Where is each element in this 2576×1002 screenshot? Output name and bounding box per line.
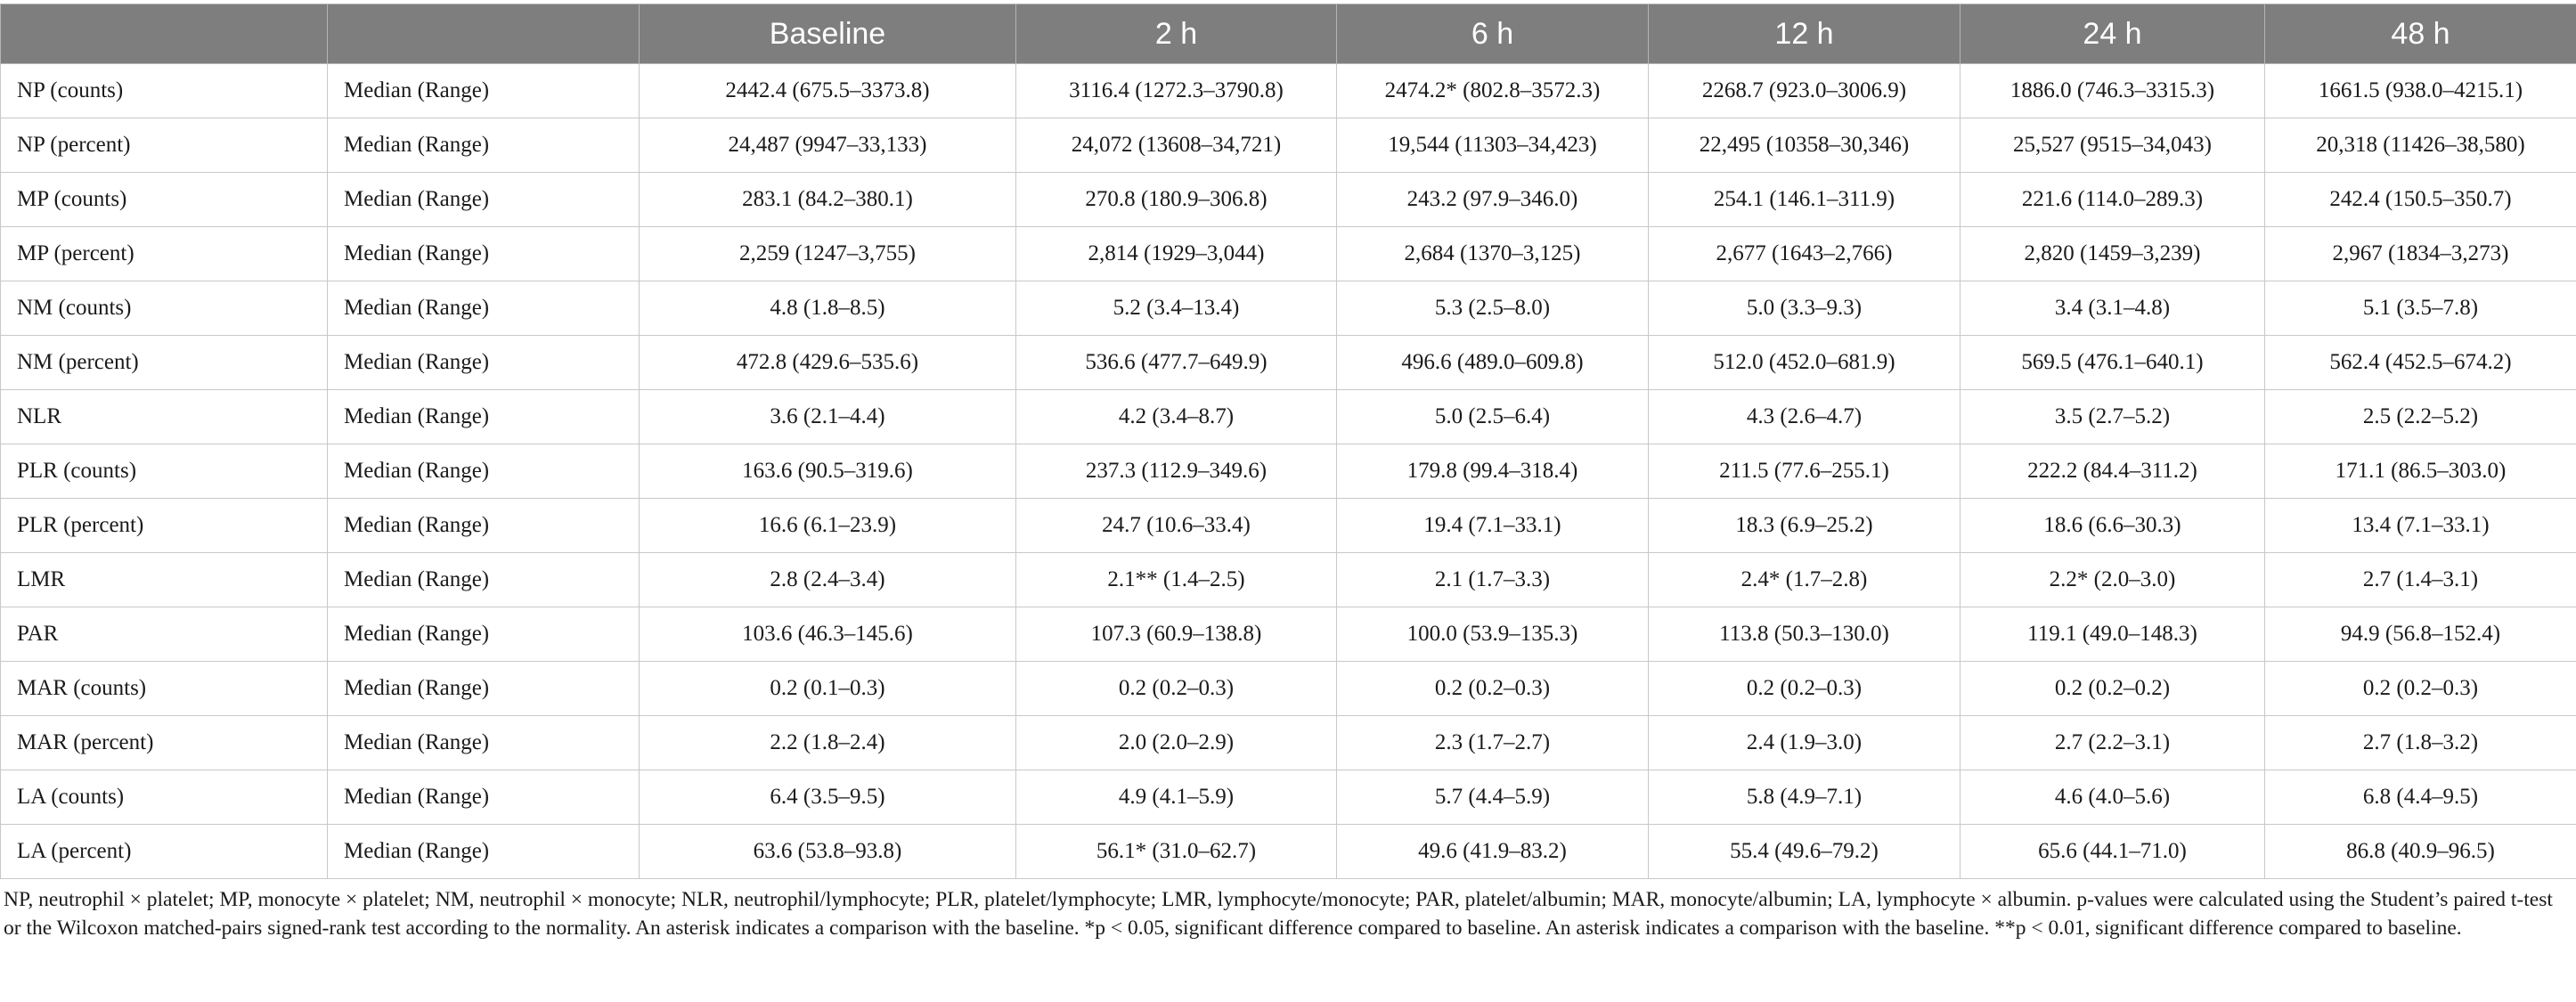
row-value-cell: 254.1 (146.1–311.9) xyxy=(1649,173,1961,227)
table-footnote: NP, neutrophil × platelet; MP, monocyte × platelet; NM, neutrophil × monocyte; NLR, neutrophil/lymphocyte; PLR, platelet/lymphocyte; LMR, lymphocyte/monocyte; PAR, platelet/albumin; MAR, monocyte/albumin; LA, lymphocyte × albumin. p-values were calculated using the Student’s paired t-test or the Wilcoxon matched-pairs signed-rank test according to the normality. An asterisk indicates a comparison with the baseline. *p < 0.05, significant difference compared to baseline. An asterisk indicates a comparison with the baseline. **p < 0.01, significant difference compared to baseline. xyxy=(4,888,2553,940)
row-value-cell: 55.4 (49.6–79.2) xyxy=(1649,825,1961,879)
row-value-cell: 16.6 (6.1–23.9) xyxy=(640,499,1016,553)
row-value-cell: 5.0 (3.3–9.3) xyxy=(1649,281,1961,336)
row-value-cell: 2268.7 (923.0–3006.9) xyxy=(1649,64,1961,118)
row-value-cell: 24.7 (10.6–33.4) xyxy=(1016,499,1337,553)
row-value-cell: 4.8 (1.8–8.5) xyxy=(640,281,1016,336)
table-row xyxy=(1,390,2576,444)
row-measure-cell: NP (percent) xyxy=(1,118,328,173)
row-value-cell: 2.0 (2.0–2.9) xyxy=(1016,716,1337,770)
row-value-cell: 63.6 (53.8–93.8) xyxy=(640,825,1016,879)
row-value-cell: 65.6 (44.1–71.0) xyxy=(1961,825,2265,879)
row-value-cell: 19.4 (7.1–33.1) xyxy=(1337,499,1649,553)
row-value-cell: 2,259 (1247–3,755) xyxy=(640,227,1016,281)
row-measure-cell: PLR (percent) xyxy=(1,499,328,553)
row-value-cell: 242.4 (150.5–350.7) xyxy=(2265,173,2576,227)
row-value-cell: 24,487 (9947–33,133) xyxy=(640,118,1016,173)
row-value-cell: 2.7 (1.4–3.1) xyxy=(2265,553,2576,607)
table-row xyxy=(1,553,2576,607)
row-value-cell: 22,495 (10358–30,346) xyxy=(1649,118,1961,173)
row-value-cell: 222.2 (84.4–311.2) xyxy=(1961,444,2265,499)
row-value-cell: 113.8 (50.3–130.0) xyxy=(1649,607,1961,662)
row-value-cell: 107.3 (60.9–138.8) xyxy=(1016,607,1337,662)
row-value-cell: 86.8 (40.9–96.5) xyxy=(2265,825,2576,879)
table-row xyxy=(1,499,2576,553)
row-value-cell: 0.2 (0.2–0.3) xyxy=(1016,662,1337,716)
row-statistic-cell: Median (Range) xyxy=(328,662,640,716)
row-value-cell: 0.2 (0.2–0.3) xyxy=(1337,662,1649,716)
row-value-cell: 3116.4 (1272.3–3790.8) xyxy=(1016,64,1337,118)
row-value-cell: 2,677 (1643–2,766) xyxy=(1649,227,1961,281)
row-value-cell: 536.6 (477.7–649.9) xyxy=(1016,336,1337,390)
header-cell-12h: 12 h xyxy=(1649,4,1961,64)
table-body xyxy=(1,64,2576,879)
row-value-cell: 18.6 (6.6–30.3) xyxy=(1961,499,2265,553)
row-statistic-cell: Median (Range) xyxy=(328,227,640,281)
row-value-cell: 119.1 (49.0–148.3) xyxy=(1961,607,2265,662)
row-value-cell: 283.1 (84.2–380.1) xyxy=(640,173,1016,227)
row-value-cell: 5.2 (3.4–13.4) xyxy=(1016,281,1337,336)
row-measure-cell: LA (percent) xyxy=(1,825,328,879)
row-value-cell: 2.7 (2.2–3.1) xyxy=(1961,716,2265,770)
row-value-cell: 103.6 (46.3–145.6) xyxy=(640,607,1016,662)
row-measure-cell: NP (counts) xyxy=(1,64,328,118)
row-value-cell: 4.6 (4.0–5.6) xyxy=(1961,770,2265,825)
table-row xyxy=(1,227,2576,281)
row-measure-cell: NM (percent) xyxy=(1,336,328,390)
row-value-cell: 5.1 (3.5–7.8) xyxy=(2265,281,2576,336)
row-value-cell: 2.7 (1.8–3.2) xyxy=(2265,716,2576,770)
row-statistic-cell: Median (Range) xyxy=(328,173,640,227)
row-value-cell: 3.6 (2.1–4.4) xyxy=(640,390,1016,444)
row-value-cell: 100.0 (53.9–135.3) xyxy=(1337,607,1649,662)
row-statistic-cell: Median (Range) xyxy=(328,825,640,879)
row-value-cell: 2,684 (1370–3,125) xyxy=(1337,227,1649,281)
row-measure-cell: NM (counts) xyxy=(1,281,328,336)
header-cell-24h: 24 h xyxy=(1961,4,2265,64)
header-row xyxy=(1,4,2576,64)
row-value-cell: 221.6 (114.0–289.3) xyxy=(1961,173,2265,227)
row-value-cell: 6.8 (4.4–9.5) xyxy=(2265,770,2576,825)
row-value-cell: 4.9 (4.1–5.9) xyxy=(1016,770,1337,825)
row-value-cell: 0.2 (0.1–0.3) xyxy=(640,662,1016,716)
row-value-cell: 0.2 (0.2–0.3) xyxy=(1649,662,1961,716)
row-value-cell: 270.8 (180.9–306.8) xyxy=(1016,173,1337,227)
row-value-cell: 163.6 (90.5–319.6) xyxy=(640,444,1016,499)
row-value-cell: 2.4* (1.7–2.8) xyxy=(1649,553,1961,607)
row-value-cell: 496.6 (489.0–609.8) xyxy=(1337,336,1649,390)
header-cell-baseline: Baseline xyxy=(640,4,1016,64)
results-table xyxy=(0,4,2576,879)
row-statistic-cell: Median (Range) xyxy=(328,444,640,499)
row-value-cell: 0.2 (0.2–0.2) xyxy=(1961,662,2265,716)
table-row xyxy=(1,770,2576,825)
row-value-cell: 2,820 (1459–3,239) xyxy=(1961,227,2265,281)
row-value-cell: 512.0 (452.0–681.9) xyxy=(1649,336,1961,390)
row-value-cell: 3.5 (2.7–5.2) xyxy=(1961,390,2265,444)
row-value-cell: 5.8 (4.9–7.1) xyxy=(1649,770,1961,825)
table-row xyxy=(1,118,2576,173)
row-measure-cell: LMR xyxy=(1,553,328,607)
row-value-cell: 2.5 (2.2–5.2) xyxy=(2265,390,2576,444)
row-value-cell: 2.2 (1.8–2.4) xyxy=(640,716,1016,770)
row-measure-cell: MAR (counts) xyxy=(1,662,328,716)
row-value-cell: 6.4 (3.5–9.5) xyxy=(640,770,1016,825)
row-value-cell: 56.1* (31.0–62.7) xyxy=(1016,825,1337,879)
row-value-cell: 569.5 (476.1–640.1) xyxy=(1961,336,2265,390)
row-value-cell: 2.8 (2.4–3.4) xyxy=(640,553,1016,607)
row-statistic-cell: Median (Range) xyxy=(328,607,640,662)
row-value-cell: 0.2 (0.2–0.3) xyxy=(2265,662,2576,716)
row-value-cell: 211.5 (77.6–255.1) xyxy=(1649,444,1961,499)
row-statistic-cell: Median (Range) xyxy=(328,336,640,390)
table-row xyxy=(1,607,2576,662)
row-statistic-cell: Median (Range) xyxy=(328,553,640,607)
row-measure-cell: MP (percent) xyxy=(1,227,328,281)
row-measure-cell: PAR xyxy=(1,607,328,662)
row-value-cell: 243.2 (97.9–346.0) xyxy=(1337,173,1649,227)
row-value-cell: 2.4 (1.9–3.0) xyxy=(1649,716,1961,770)
row-statistic-cell: Median (Range) xyxy=(328,499,640,553)
header-cell-statistic xyxy=(328,4,640,64)
table-row xyxy=(1,662,2576,716)
row-value-cell: 1886.0 (746.3–3315.3) xyxy=(1961,64,2265,118)
row-value-cell: 2442.4 (675.5–3373.8) xyxy=(640,64,1016,118)
table-row xyxy=(1,64,2576,118)
row-value-cell: 49.6 (41.9–83.2) xyxy=(1337,825,1649,879)
row-statistic-cell: Median (Range) xyxy=(328,64,640,118)
table-row xyxy=(1,444,2576,499)
row-value-cell: 472.8 (429.6–535.6) xyxy=(640,336,1016,390)
table-row xyxy=(1,825,2576,879)
row-value-cell: 5.3 (2.5–8.0) xyxy=(1337,281,1649,336)
row-measure-cell: MP (counts) xyxy=(1,173,328,227)
row-value-cell: 2.1** (1.4–2.5) xyxy=(1016,553,1337,607)
row-value-cell: 24,072 (13608–34,721) xyxy=(1016,118,1337,173)
header-cell-measure xyxy=(1,4,328,64)
row-value-cell: 2474.2* (802.8–3572.3) xyxy=(1337,64,1649,118)
row-statistic-cell: Median (Range) xyxy=(328,716,640,770)
row-value-cell: 19,544 (11303–34,423) xyxy=(1337,118,1649,173)
row-statistic-cell: Median (Range) xyxy=(328,770,640,825)
row-measure-cell: PLR (counts) xyxy=(1,444,328,499)
row-value-cell: 2,814 (1929–3,044) xyxy=(1016,227,1337,281)
row-value-cell: 562.4 (452.5–674.2) xyxy=(2265,336,2576,390)
table-row xyxy=(1,336,2576,390)
row-measure-cell: NLR xyxy=(1,390,328,444)
row-value-cell: 3.4 (3.1–4.8) xyxy=(1961,281,2265,336)
row-statistic-cell: Median (Range) xyxy=(328,281,640,336)
row-value-cell: 2.2* (2.0–3.0) xyxy=(1961,553,2265,607)
row-value-cell: 237.3 (112.9–349.6) xyxy=(1016,444,1337,499)
header-cell-2h: 2 h xyxy=(1016,4,1337,64)
row-value-cell: 1661.5 (938.0–4215.1) xyxy=(2265,64,2576,118)
row-measure-cell: LA (counts) xyxy=(1,770,328,825)
row-value-cell: 13.4 (7.1–33.1) xyxy=(2265,499,2576,553)
row-value-cell: 4.2 (3.4–8.7) xyxy=(1016,390,1337,444)
row-value-cell: 18.3 (6.9–25.2) xyxy=(1649,499,1961,553)
row-value-cell: 2,967 (1834–3,273) xyxy=(2265,227,2576,281)
row-measure-cell: MAR (percent) xyxy=(1,716,328,770)
row-value-cell: 5.7 (4.4–5.9) xyxy=(1337,770,1649,825)
header-cell-6h: 6 h xyxy=(1337,4,1649,64)
row-value-cell: 20,318 (11426–38,580) xyxy=(2265,118,2576,173)
table-row xyxy=(1,173,2576,227)
row-value-cell: 4.3 (2.6–4.7) xyxy=(1649,390,1961,444)
header-cell-48h: 48 h xyxy=(2265,4,2576,64)
table-row xyxy=(1,281,2576,336)
row-value-cell: 171.1 (86.5–303.0) xyxy=(2265,444,2576,499)
row-value-cell: 25,527 (9515–34,043) xyxy=(1961,118,2265,173)
row-value-cell: 5.0 (2.5–6.4) xyxy=(1337,390,1649,444)
row-statistic-cell: Median (Range) xyxy=(328,390,640,444)
row-value-cell: 94.9 (56.8–152.4) xyxy=(2265,607,2576,662)
row-statistic-cell: Median (Range) xyxy=(328,118,640,173)
table-row xyxy=(1,716,2576,770)
row-value-cell: 2.1 (1.7–3.3) xyxy=(1337,553,1649,607)
row-value-cell: 179.8 (99.4–318.4) xyxy=(1337,444,1649,499)
row-value-cell: 2.3 (1.7–2.7) xyxy=(1337,716,1649,770)
